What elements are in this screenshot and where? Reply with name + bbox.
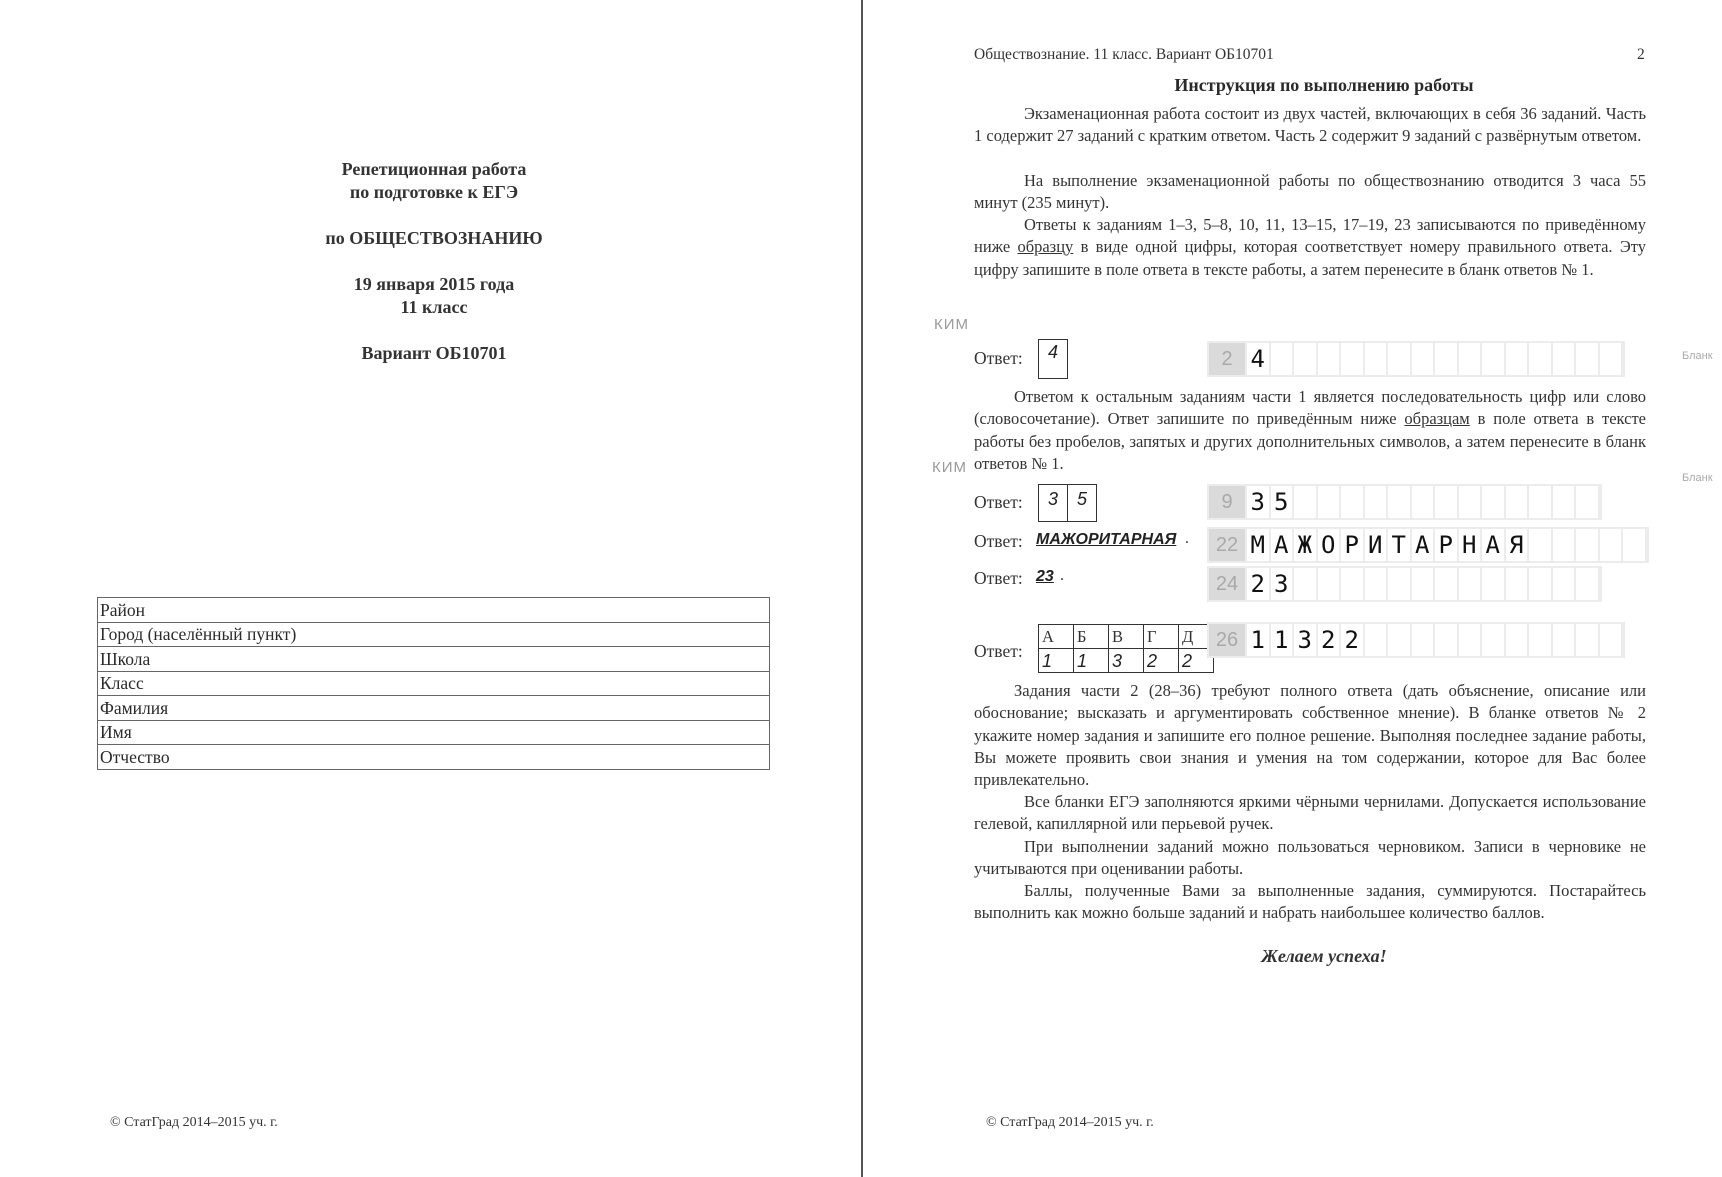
form-cell[interactable] xyxy=(1365,486,1387,518)
answer-label: Ответ: xyxy=(974,492,1023,512)
subject-title: по ОБЩЕСТВОЗНАНИЮ xyxy=(325,228,543,248)
form-cell[interactable] xyxy=(1294,486,1316,518)
answer-label: Ответ: xyxy=(974,641,1023,661)
paragraph-8 xyxy=(974,880,1646,925)
form-cell[interactable]: О xyxy=(1318,529,1340,561)
form-cell[interactable] xyxy=(1529,624,1551,656)
paragraph-3-text-b: в виде одной цифры, которая соответствует номеру правильного ответа. Эту цифру запишите в поле ответа в тексте работы, а затем перенесите в бланк ответов № 1. xyxy=(974,237,1646,279)
paragraph-5-text: Задания части 2 (28–36) требуют полного ответа (дать объяснение, описание или обоснование; высказать и аргументировать собственное мнение). В бланке ответов № 2 укажите номер задания и запишите его полное решение. Выполняя последнее задание работы, Вы можете проявить свои знания и умения на том содержании, которое для Вас более привлекательно. xyxy=(974,681,1646,790)
form-cell[interactable] xyxy=(1529,568,1551,600)
answer-end-dot: . xyxy=(1185,530,1189,547)
form-task-number: 24 xyxy=(1209,568,1245,600)
title-line-2: по подготовке к ЕГЭ xyxy=(349,182,519,202)
paragraph-4-text-a: Ответом к остальным заданиям части 1 является последовательность цифр или слово (словосочетание). Ответ запишите по приведённым ниже xyxy=(974,387,1646,429)
form-cell[interactable] xyxy=(1506,486,1528,518)
kim-label: КИМ xyxy=(934,316,970,333)
form-cell[interactable] xyxy=(1600,343,1622,375)
form-cell[interactable]: Р xyxy=(1341,529,1363,561)
matching-value[interactable]: 1 xyxy=(1039,649,1074,673)
form-cell[interactable] xyxy=(1553,624,1575,656)
kim-label: КИМ xyxy=(932,459,968,476)
info-row xyxy=(98,598,770,623)
matching-header: Б xyxy=(1074,625,1109,649)
answer-form-row-26 xyxy=(1207,622,1625,658)
paragraph-2 xyxy=(974,170,1646,215)
running-header: Обществознание. 11 класс. Вариант ОБ10701 xyxy=(974,46,1274,63)
form-cell[interactable]: 4 xyxy=(1247,343,1269,375)
title-line-1: Репетиционная работа xyxy=(341,159,527,179)
answer-form-row-2 xyxy=(1207,341,1625,377)
answer-form-row-24 xyxy=(1207,566,1602,602)
answer-form-row-22 xyxy=(1207,527,1649,563)
info-row xyxy=(98,745,770,770)
matching-header-row xyxy=(1039,625,1214,649)
form-cell[interactable] xyxy=(1412,343,1434,375)
paragraph-7 xyxy=(974,836,1646,881)
section-title: Инструкция по выполнению работы xyxy=(1174,75,1474,95)
form-cell[interactable] xyxy=(1459,568,1481,600)
form-cell[interactable] xyxy=(1553,529,1575,561)
form-cell[interactable] xyxy=(1600,529,1622,561)
form-cell[interactable]: 3 xyxy=(1247,486,1269,518)
matching-answer-table xyxy=(1038,624,1214,673)
info-field-class[interactable]: Класс xyxy=(98,671,770,696)
paragraph-3 xyxy=(974,214,1646,281)
paragraph-1-text: Экзаменационная работа состоит из двух частей, включающих в себя 36 заданий. Часть 1 содержит 27 заданий с кратким ответом. Часть 2 содержит 9 заданий с развёрнутым ответом. xyxy=(974,104,1646,146)
matching-value[interactable]: 1 xyxy=(1074,649,1109,673)
form-cell[interactable]: Я xyxy=(1506,529,1528,561)
form-cell[interactable] xyxy=(1341,486,1363,518)
form-cell[interactable] xyxy=(1435,568,1457,600)
form-cell[interactable]: Т xyxy=(1388,529,1410,561)
form-cell[interactable]: М xyxy=(1247,529,1269,561)
form-cell[interactable] xyxy=(1271,343,1293,375)
kim-answer-text[interactable]: 23 xyxy=(1036,568,1054,585)
form-cell[interactable] xyxy=(1435,486,1457,518)
form-cell[interactable] xyxy=(1388,343,1410,375)
answer-form-row-9 xyxy=(1207,484,1602,520)
form-cell[interactable]: А xyxy=(1482,529,1504,561)
form-cell[interactable] xyxy=(1412,624,1434,656)
matching-header: А xyxy=(1039,625,1074,649)
form-cell[interactable]: 2 xyxy=(1341,624,1363,656)
form-task-number: 2 xyxy=(1209,343,1245,375)
form-cell[interactable] xyxy=(1506,624,1528,656)
student-info-table xyxy=(97,597,770,770)
form-cell[interactable]: 1 xyxy=(1271,624,1293,656)
form-cell[interactable] xyxy=(1576,568,1598,600)
form-cell[interactable] xyxy=(1529,486,1551,518)
form-task-number: 22 xyxy=(1209,529,1245,561)
form-cell[interactable] xyxy=(1459,343,1481,375)
info-field-city[interactable]: Город (населённый пункт) xyxy=(98,622,770,647)
variant-title: Вариант ОБ10701 xyxy=(361,343,507,363)
kim-answer-cell[interactable]: 3 xyxy=(1038,484,1068,522)
form-cell[interactable] xyxy=(1365,624,1387,656)
info-row xyxy=(98,647,770,672)
kim-answer-text[interactable]: МАЖОРИТАРНАЯ xyxy=(1036,531,1177,548)
form-cell[interactable] xyxy=(1482,343,1504,375)
form-cell[interactable] xyxy=(1294,568,1316,600)
paragraph-2-text: На выполнение экзаменационной работы по обществознанию отводится 3 часа 55 минут (235 минут). xyxy=(974,171,1646,213)
form-cell[interactable] xyxy=(1365,343,1387,375)
form-cell[interactable]: 1 xyxy=(1247,624,1269,656)
form-cell[interactable]: Н xyxy=(1459,529,1481,561)
exam-grade: 11 класс xyxy=(400,297,468,317)
left-footer: © СтатГрад 2014–2015 уч. г. xyxy=(110,1115,278,1130)
matching-value[interactable]: 3 xyxy=(1109,649,1144,673)
matching-header: Г xyxy=(1144,625,1179,649)
form-cell[interactable] xyxy=(1553,343,1575,375)
info-row xyxy=(98,622,770,647)
form-cell[interactable]: 3 xyxy=(1271,568,1293,600)
info-field-district[interactable]: Район xyxy=(98,598,770,623)
info-field-name[interactable]: Имя xyxy=(98,720,770,745)
form-cell[interactable] xyxy=(1412,486,1434,518)
form-cell[interactable]: И xyxy=(1365,529,1387,561)
right-footer: © СтатГрад 2014–2015 уч. г. xyxy=(986,1115,1154,1130)
form-cell[interactable] xyxy=(1365,568,1387,600)
form-cell[interactable] xyxy=(1341,343,1363,375)
form-cell[interactable] xyxy=(1482,568,1504,600)
instruction-page xyxy=(864,0,1722,1177)
paragraph-4-text-b: в поле ответа в тексте работы без пробелов, запятых и других дополнительных символов, а затем перенесите в бланк ответов № 1. xyxy=(974,409,1647,473)
form-cell[interactable] xyxy=(1459,486,1481,518)
matching-value[interactable]: 2 xyxy=(1144,649,1179,673)
form-cell[interactable] xyxy=(1459,624,1481,656)
form-cell[interactable] xyxy=(1318,486,1340,518)
form-cell[interactable] xyxy=(1482,486,1504,518)
form-cell[interactable] xyxy=(1435,343,1457,375)
info-field-surname[interactable]: Фамилия xyxy=(98,696,770,721)
form-cell[interactable] xyxy=(1623,529,1645,561)
matching-value[interactable]: 2 xyxy=(1179,649,1214,673)
kim-answer-cell[interactable]: 5 xyxy=(1067,484,1097,522)
form-cell[interactable] xyxy=(1388,624,1410,656)
paragraph-5 xyxy=(974,680,1646,791)
answer-end-dot: . xyxy=(1060,567,1064,584)
form-cell[interactable] xyxy=(1600,624,1622,656)
form-cell[interactable] xyxy=(1294,343,1316,375)
form-cell[interactable] xyxy=(1553,486,1575,518)
form-task-number: 26 xyxy=(1209,624,1245,656)
matching-values-row xyxy=(1039,649,1214,673)
form-cell[interactable] xyxy=(1576,343,1598,375)
samples-link: образцам xyxy=(1404,409,1470,429)
form-cell[interactable] xyxy=(1388,486,1410,518)
paragraph-8-text: Баллы, полученные Вами за выполненные задания, суммируются. Постарайтесь выполнить как можно больше заданий и набрать наибольшее количество баллов. xyxy=(974,881,1646,923)
info-field-school[interactable]: Школа xyxy=(98,647,770,672)
form-cell[interactable] xyxy=(1482,624,1504,656)
page-number: 2 xyxy=(1637,46,1645,63)
page-divider xyxy=(861,0,863,1177)
answer-label: Ответ: xyxy=(974,531,1023,551)
info-field-patronymic[interactable]: Отчество xyxy=(98,745,770,770)
form-cell[interactable]: 2 xyxy=(1247,568,1269,600)
form-cell[interactable]: 2 xyxy=(1318,624,1340,656)
form-cell[interactable] xyxy=(1318,568,1340,600)
form-cell[interactable] xyxy=(1506,568,1528,600)
paragraph-6 xyxy=(974,791,1646,836)
title-block xyxy=(0,158,868,204)
form-cell[interactable] xyxy=(1553,568,1575,600)
form-cell[interactable] xyxy=(1388,568,1410,600)
form-cell[interactable]: А xyxy=(1412,529,1434,561)
form-cell[interactable]: Р xyxy=(1435,529,1457,561)
info-row xyxy=(98,696,770,721)
paragraph-6-text: Все бланки ЕГЭ заполняются яркими чёрными чернилами. Допускается использование гелевой, капиллярной или перьевой ручек. xyxy=(974,792,1646,834)
form-cell[interactable] xyxy=(1506,343,1528,375)
form-cell[interactable] xyxy=(1576,529,1598,561)
form-cell[interactable] xyxy=(1435,624,1457,656)
form-cell[interactable] xyxy=(1341,568,1363,600)
form-cell[interactable] xyxy=(1576,486,1598,518)
paragraph-4 xyxy=(974,386,1646,475)
matching-header: В xyxy=(1109,625,1144,649)
info-row xyxy=(98,671,770,696)
blank-label: Бланк xyxy=(1682,350,1713,362)
sample-link: образцу xyxy=(1017,237,1074,257)
form-cell[interactable] xyxy=(1318,343,1340,375)
form-cell[interactable] xyxy=(1576,624,1598,656)
paragraph-3-text-a: Ответы к заданиям 1–3, 5–8, 10, 11, 13–15, 17–19, 23 записываются по приведённому ниже xyxy=(974,215,1646,257)
paragraph-7-text: При выполнении заданий можно пользоваться черновиком. Записи в черновике не учитываются при оценивании работы. xyxy=(974,837,1646,879)
form-cell[interactable]: А xyxy=(1271,529,1293,561)
exam-date: 19 января 2015 года xyxy=(353,274,515,294)
paragraph-1 xyxy=(974,103,1646,148)
form-cell[interactable]: 5 xyxy=(1271,486,1293,518)
answer-label: Ответ: xyxy=(974,348,1023,368)
form-task-number: 9 xyxy=(1209,486,1245,518)
form-cell[interactable] xyxy=(1529,529,1551,561)
info-row xyxy=(98,720,770,745)
blank-label: Бланк xyxy=(1682,472,1713,484)
date-block xyxy=(0,273,868,319)
matching-header: Д xyxy=(1179,625,1214,649)
form-cell[interactable]: Ж xyxy=(1294,529,1316,561)
answer-label: Ответ: xyxy=(974,568,1023,588)
form-cell[interactable] xyxy=(1412,568,1434,600)
form-cell[interactable]: 3 xyxy=(1294,624,1316,656)
closing-wish: Желаем успеха! xyxy=(1261,946,1387,966)
form-cell[interactable] xyxy=(1529,343,1551,375)
kim-answer-box[interactable]: 4 xyxy=(1038,339,1068,379)
